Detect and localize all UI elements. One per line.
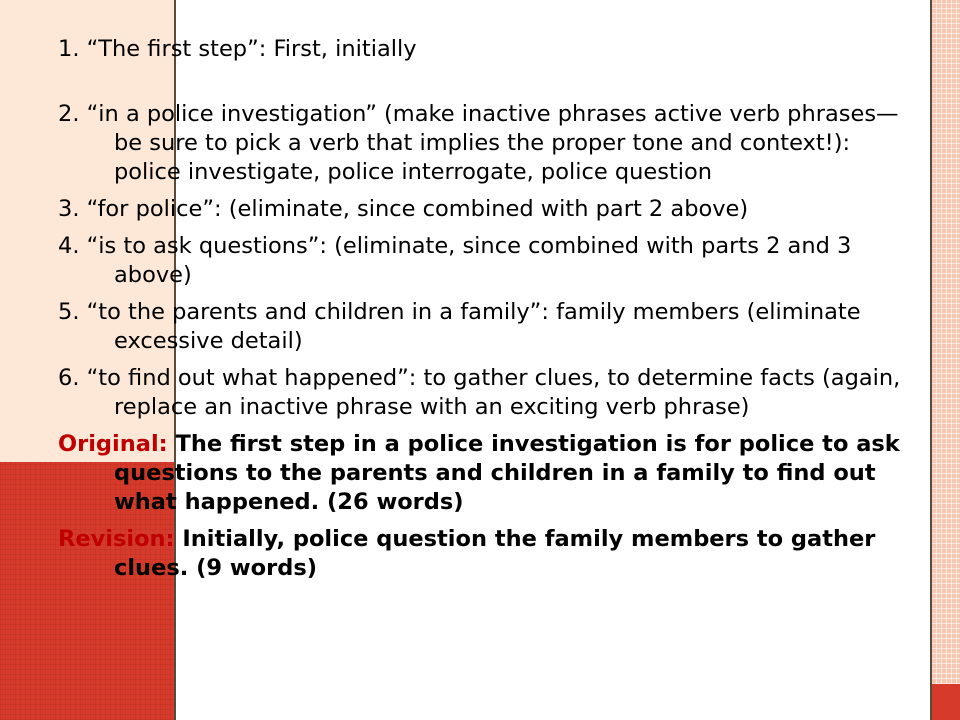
item-number: 5. xyxy=(58,299,80,325)
item-text: “The first step”: First, initially xyxy=(79,36,417,62)
list-item xyxy=(58,364,920,422)
slide-body xyxy=(58,35,920,591)
item-text: “in a police investigation” (make inactive phrases active verb phrases—be sure to pick a verb that implies the proper tone and context!): police investigate, police interrogate, police question xyxy=(79,101,899,185)
revision-sentence xyxy=(58,525,920,583)
original-text: The first step in a police investigation is for police to ask questions to the parents and children in a family to find out what happened. (26 words) xyxy=(114,431,900,515)
list-item xyxy=(58,298,920,356)
item-number: 2. xyxy=(58,101,80,127)
item-number: 1. xyxy=(58,36,80,62)
revision-text: Initially, police question the family members to gather clues. (9 words) xyxy=(114,526,876,581)
list-item xyxy=(58,100,920,187)
divider-line-right xyxy=(930,0,932,720)
background-panel-right-bottom xyxy=(931,684,960,720)
original-label: Original: xyxy=(58,431,168,457)
item-number: 3. xyxy=(58,196,80,222)
item-text: “is to ask questions”: (eliminate, since combined with parts 2 and 3 above) xyxy=(79,233,852,288)
list-item xyxy=(58,232,920,290)
revision-label: Revision: xyxy=(58,526,175,552)
background-panel-right xyxy=(931,0,960,684)
original-sentence xyxy=(58,430,920,517)
item-number: 6. xyxy=(58,365,80,391)
item-text: “to find out what happened”: to gather clues, to determine facts (again, replace an inactive phrase with an exciting verb phrase) xyxy=(79,365,901,420)
item-number: 4. xyxy=(58,233,80,259)
item-text: “for police”: (eliminate, since combined with part 2 above) xyxy=(79,196,749,222)
item-text: “to the parents and children in a family”: family members (eliminate excessive detail) xyxy=(79,299,861,354)
list-item xyxy=(58,195,920,224)
list-item xyxy=(58,35,920,64)
